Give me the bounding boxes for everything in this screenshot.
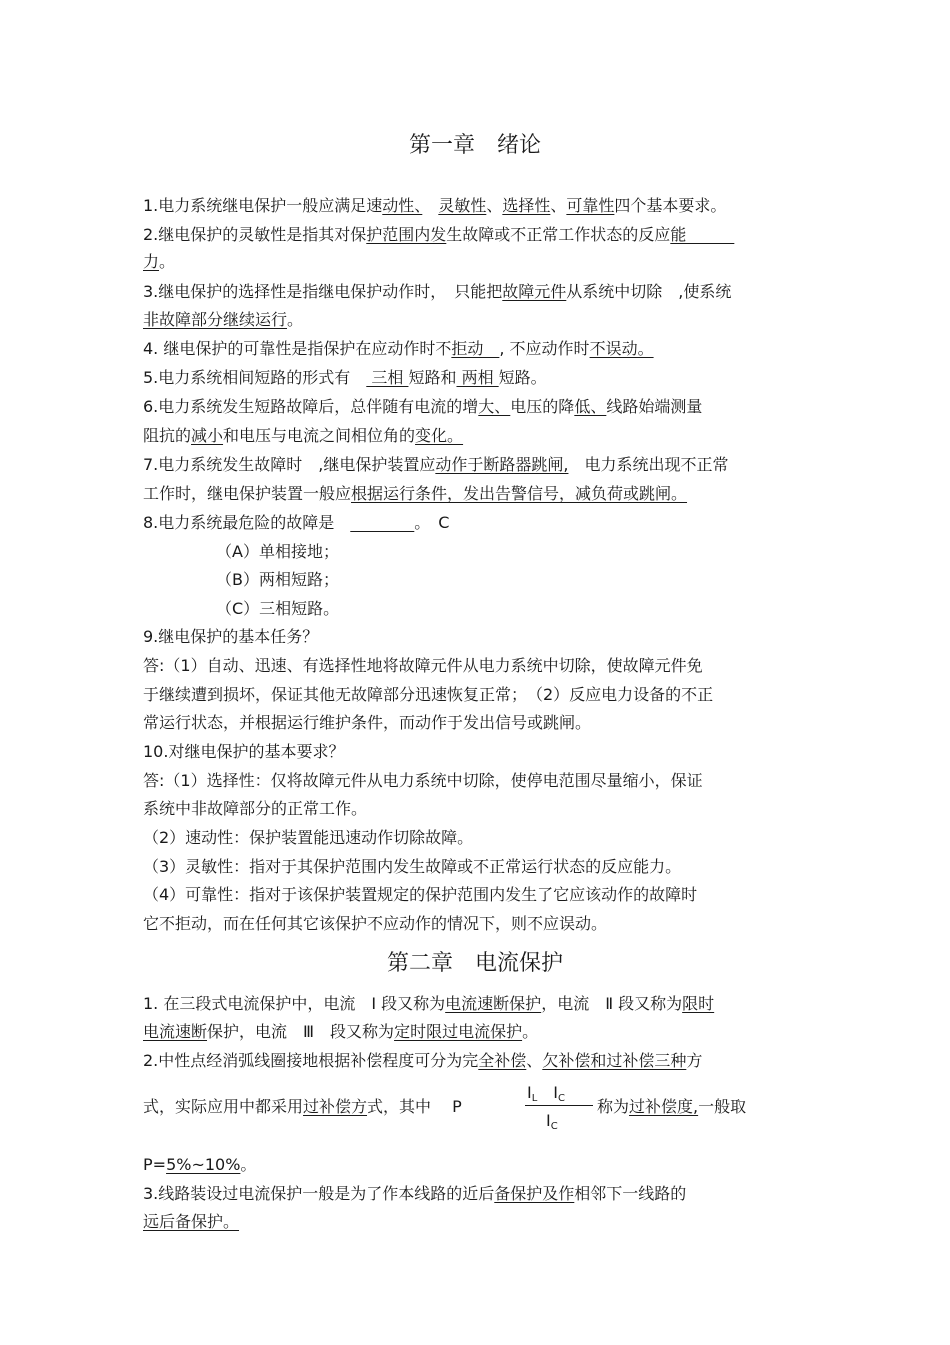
ch1-q5: 5.电力系统相间短路的形式有 三相 短路和 两相 短路。	[143, 368, 547, 387]
ch1-q10-answer-line1: 答:（1）选择性：仅将故障元件从电力系统中切除，使停电范围尽量缩小，保证	[143, 771, 703, 790]
ch1-q9: 9.继电保护的基本任务？	[143, 627, 319, 646]
ch1-q4: 4. 继电保护的可靠性是指保护在应动作时不拒动 , 不应动作时不误动。	[143, 339, 654, 358]
ch2-q1: 1. 在三段式电流保护中，电流 Ⅰ 段又称为电流速断保护，电流 Ⅱ 段又称为限时	[143, 994, 715, 1013]
ch2-q2-line3: P=5%~10%。	[143, 1155, 257, 1174]
ch1-q10-answer-line5: （4）可靠性：指对于该保护装置规定的保护范围内发生了它应该动作的故障时	[143, 885, 698, 904]
ch1-q9-answer-line1: 答:（1）自动、迅速、有选择性地将故障元件从电力系统中切除，使故障元件免	[143, 656, 703, 675]
ch1-q9-answer-line3: 常运行状态，并根据运行维护条件，而动作于发出信号或跳闸。	[143, 713, 592, 732]
ch1-q10: 10.对继电保护的基本要求？	[143, 742, 345, 761]
ch1-q10-answer-line2: 系统中非故障部分的正常工作。	[143, 799, 368, 818]
ch2-q2-line2-left: 式，实际应用中都采用过补偿方式，其中 P	[143, 1097, 462, 1116]
ch1-q8-option-c: （C）三相短路。	[216, 599, 340, 618]
ch1-q6: 6.电力系统发生短路故障后，总伴随有电流的增大、电压的降低、线路始端测量	[143, 397, 703, 416]
ch1-q2: 2.继电保护的灵敏性是指其对保护范围内发生故障或不正常工作状态的反应能	[143, 225, 735, 244]
ch1-q8: 8.电力系统最危险的故障是 。 C	[143, 513, 450, 532]
ch1-q7-line2: 工作时，继电保护装置一般应根据运行条件，发出告警信号，减负荷或跳闸。	[143, 484, 688, 503]
chapter-1-title: 第一章 绪论	[408, 133, 541, 158]
ch1-q10-answer-line6: 它不拒动，而在任何其它该保护不应动作的情况下，则不应误动。	[143, 914, 608, 933]
ch1-q1: 1.电力系统继电保护一般应满足速动性、 灵敏性、选择性、可靠性四个基本要求。	[143, 196, 727, 215]
chapter-2-title: 第二章 电流保护	[386, 951, 563, 976]
ch1-q10-answer-line4: （3）灵敏性：指对于其保护范围内发生故障或不正常运行状态的反应能力。	[143, 857, 682, 876]
fraction-bar	[525, 1105, 593, 1106]
ch2-q2: 2.中性点经消弧线圈接地根据补偿程度可分为完全补偿、欠补偿和过补偿三种方	[143, 1051, 703, 1070]
ch2-q3-line2: 远后备保护。	[143, 1212, 240, 1231]
fraction-numerator: $I_L$ $I_C$	[527, 1083, 565, 1104]
ch1-q3: 3.继电保护的选择性是指继电保护动作时， 只能把故障元件从系统中切除 ,使系统	[143, 282, 732, 301]
ch1-q8-option-a: （A）单相接地；	[216, 542, 339, 561]
fraction-denominator: $I_C$	[546, 1111, 558, 1132]
ch1-q6-line2: 阻抗的减小和电压与电流之间相位角的变化。	[143, 426, 464, 445]
ch2-q2-line2-right: 称为过补偿度,一般取	[597, 1097, 747, 1116]
ch1-q10-answer-line3: （2）速动性：保护装置能迅速动作切除故障。	[143, 828, 474, 847]
ch1-q3-line2: 非故障部分继续运行。	[143, 310, 304, 329]
ch1-q7: 7.电力系统发生故障时 ,继电保护装置应动作于断路器跳闸, 电力系统出现不正常	[143, 455, 729, 474]
ch1-q8-option-b: （B）两相短路；	[216, 570, 339, 589]
ch2-q1-line2: 电流速断保护，电流 Ⅲ 段又称为定时限过电流保护。	[143, 1022, 539, 1041]
ch2-q3: 3.线路装设过电流保护一般是为了作本线路的近后备保护及作相邻下一线路的	[143, 1184, 687, 1203]
ch1-q2-line2: 力。	[143, 252, 176, 271]
ch1-q9-answer-line2: 于继续遭到损坏，保证其他无故障部分迅速恢复正常； （2）反应电力设备的不正	[143, 685, 714, 704]
